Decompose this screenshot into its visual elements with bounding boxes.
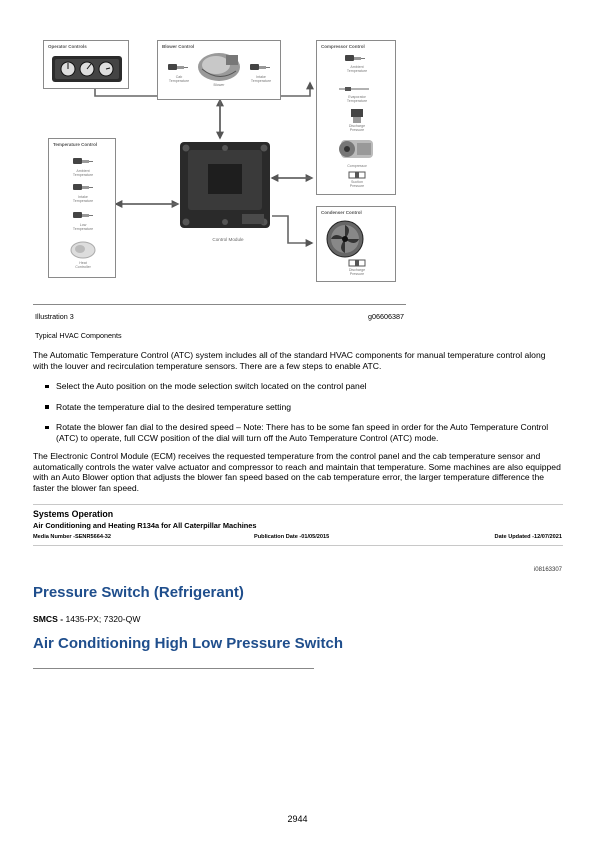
- condenser-control-title: Condenser Control: [321, 210, 362, 215]
- list-item: [45, 402, 565, 413]
- blower-image: [196, 49, 242, 85]
- temperature-intake-label: Intake Temperature: [72, 195, 94, 204]
- publication-date: Publication Date -01/05/2015: [254, 534, 330, 540]
- condenser-discharge-sensor-icon: [347, 259, 367, 267]
- step-2-text: Rotate the temperature dial to the desired temperature setting: [56, 401, 292, 412]
- operator-control-panel-image: [52, 56, 122, 82]
- compressor-label: Compressor: [347, 164, 367, 168]
- heat-controller-image: [69, 241, 97, 259]
- blower-label: Blower: [213, 83, 225, 87]
- atc-intro-paragraph: The Automatic Temperature Control (ATC) system includes all of the standard HVAC components for manual temperature control along with the louver and recirculation temperature sensors. There are a few steps to enable ATC.: [33, 350, 546, 371]
- smcs-value: 1435-PX; 7320-QW: [63, 614, 141, 624]
- temperature-control-title: Temperature Control: [53, 142, 98, 147]
- compressor-control-panel: [316, 40, 396, 195]
- heat-controller-label: Heat Controller: [75, 261, 91, 270]
- compressor-discharge-pressure-label: Discharge Pressure: [348, 124, 366, 133]
- temperature-control-panel: [48, 138, 116, 278]
- intake-temp-sensor-icon: [73, 183, 95, 192]
- illustration-caption: Typical HVAC Components: [35, 331, 122, 340]
- evaporator-sensor-icon: [339, 85, 369, 93]
- cab-temperature-label: Cab Temperature: [168, 75, 190, 84]
- illustration-code: g06606387: [368, 312, 404, 321]
- header-divider: [33, 545, 563, 546]
- date-updated: Date Updated -12/07/2021: [494, 534, 562, 540]
- cab-temperature-sensor-icon: [168, 63, 190, 72]
- control-module-image: [178, 140, 272, 230]
- ecm-paragraph: The Electronic Control Module (ECM) receives the requested temperature from the control panel and the cab temperature sensor and automatically controls the water valve actuator and compressor to reach and maintain that temperature. Some machines are also equipped with an Auto Blower option that adjusts the blower fan speed based on the cab temperature error, the larger temperature difference the faster the blower fan speed.: [33, 451, 561, 493]
- step-3-text: Rotate the blower fan dial to the desired speed – Note: There has to be some fan speed in order for the Auto Temperature Control (ATC) to operate, full CCW position of the dial will turn off the Auto Temperature Control (ATC) mode.: [56, 422, 549, 443]
- illustration-label: Illustration 3: [35, 312, 74, 321]
- temperature-ambient-label: Ambient Temperature: [72, 169, 94, 178]
- step-1-text: Select the Auto position on the mode selection switch located on the control panel: [56, 381, 367, 391]
- media-number: Media Number -SENR5664-32: [33, 534, 112, 540]
- page-number: 2944: [287, 814, 308, 824]
- compressor-ambient-temperature-label: Ambient Temperature: [346, 65, 368, 74]
- discharge-pressure-sensor-icon: [347, 109, 367, 123]
- ambient-temp-sensor-icon: [73, 157, 95, 166]
- condenser-control-panel: [316, 206, 396, 282]
- atc-steps-list: [45, 381, 565, 443]
- section-divider: [33, 504, 563, 505]
- blower-control-title: Blower Control: [162, 44, 195, 49]
- suction-pressure-sensor-icon: [347, 171, 367, 179]
- illustration-divider: [33, 304, 406, 305]
- suction-pressure-label: Suction Pressure: [349, 180, 365, 189]
- control-module-label: Control Module: [212, 237, 244, 242]
- operator-controls-title: Operator Controls: [48, 44, 87, 49]
- list-item: [45, 422, 565, 443]
- subtitle-divider: [33, 668, 314, 669]
- smcs-label: SMCS -: [33, 614, 64, 624]
- manual-title: Air Conditioning and Heating R134a for All Caterpillar Machines: [33, 521, 257, 530]
- list-item: [45, 381, 565, 392]
- low-temp-sensor-icon: [73, 211, 95, 220]
- operator-controls-panel: [43, 40, 129, 89]
- section-heading: Systems Operation: [33, 509, 114, 519]
- smcs-line: [33, 614, 140, 624]
- article-title: Pressure Switch (Refrigerant): [33, 584, 244, 601]
- hvac-components-diagram: [40, 28, 400, 298]
- condenser-discharge-pressure-label: Discharge Pressure: [348, 268, 366, 277]
- compressor-image: [337, 136, 377, 162]
- ambient-temperature-sensor-icon: [345, 54, 367, 63]
- condenser-fan-image: [325, 219, 365, 259]
- article-subtitle: Air Conditioning High Low Pressure Switch: [33, 635, 344, 652]
- evaporator-temperature-label: Evaporator Temperature: [346, 95, 368, 104]
- article-id: i08163307: [533, 567, 562, 573]
- compressor-control-title: Compressor Control: [321, 44, 365, 49]
- low-temperature-label: Low Temperature: [72, 223, 94, 232]
- blower-intake-temperature-label: Intake Temperature: [250, 75, 272, 84]
- blower-control-panel: [157, 40, 281, 100]
- intake-temperature-sensor-icon: [250, 63, 272, 72]
